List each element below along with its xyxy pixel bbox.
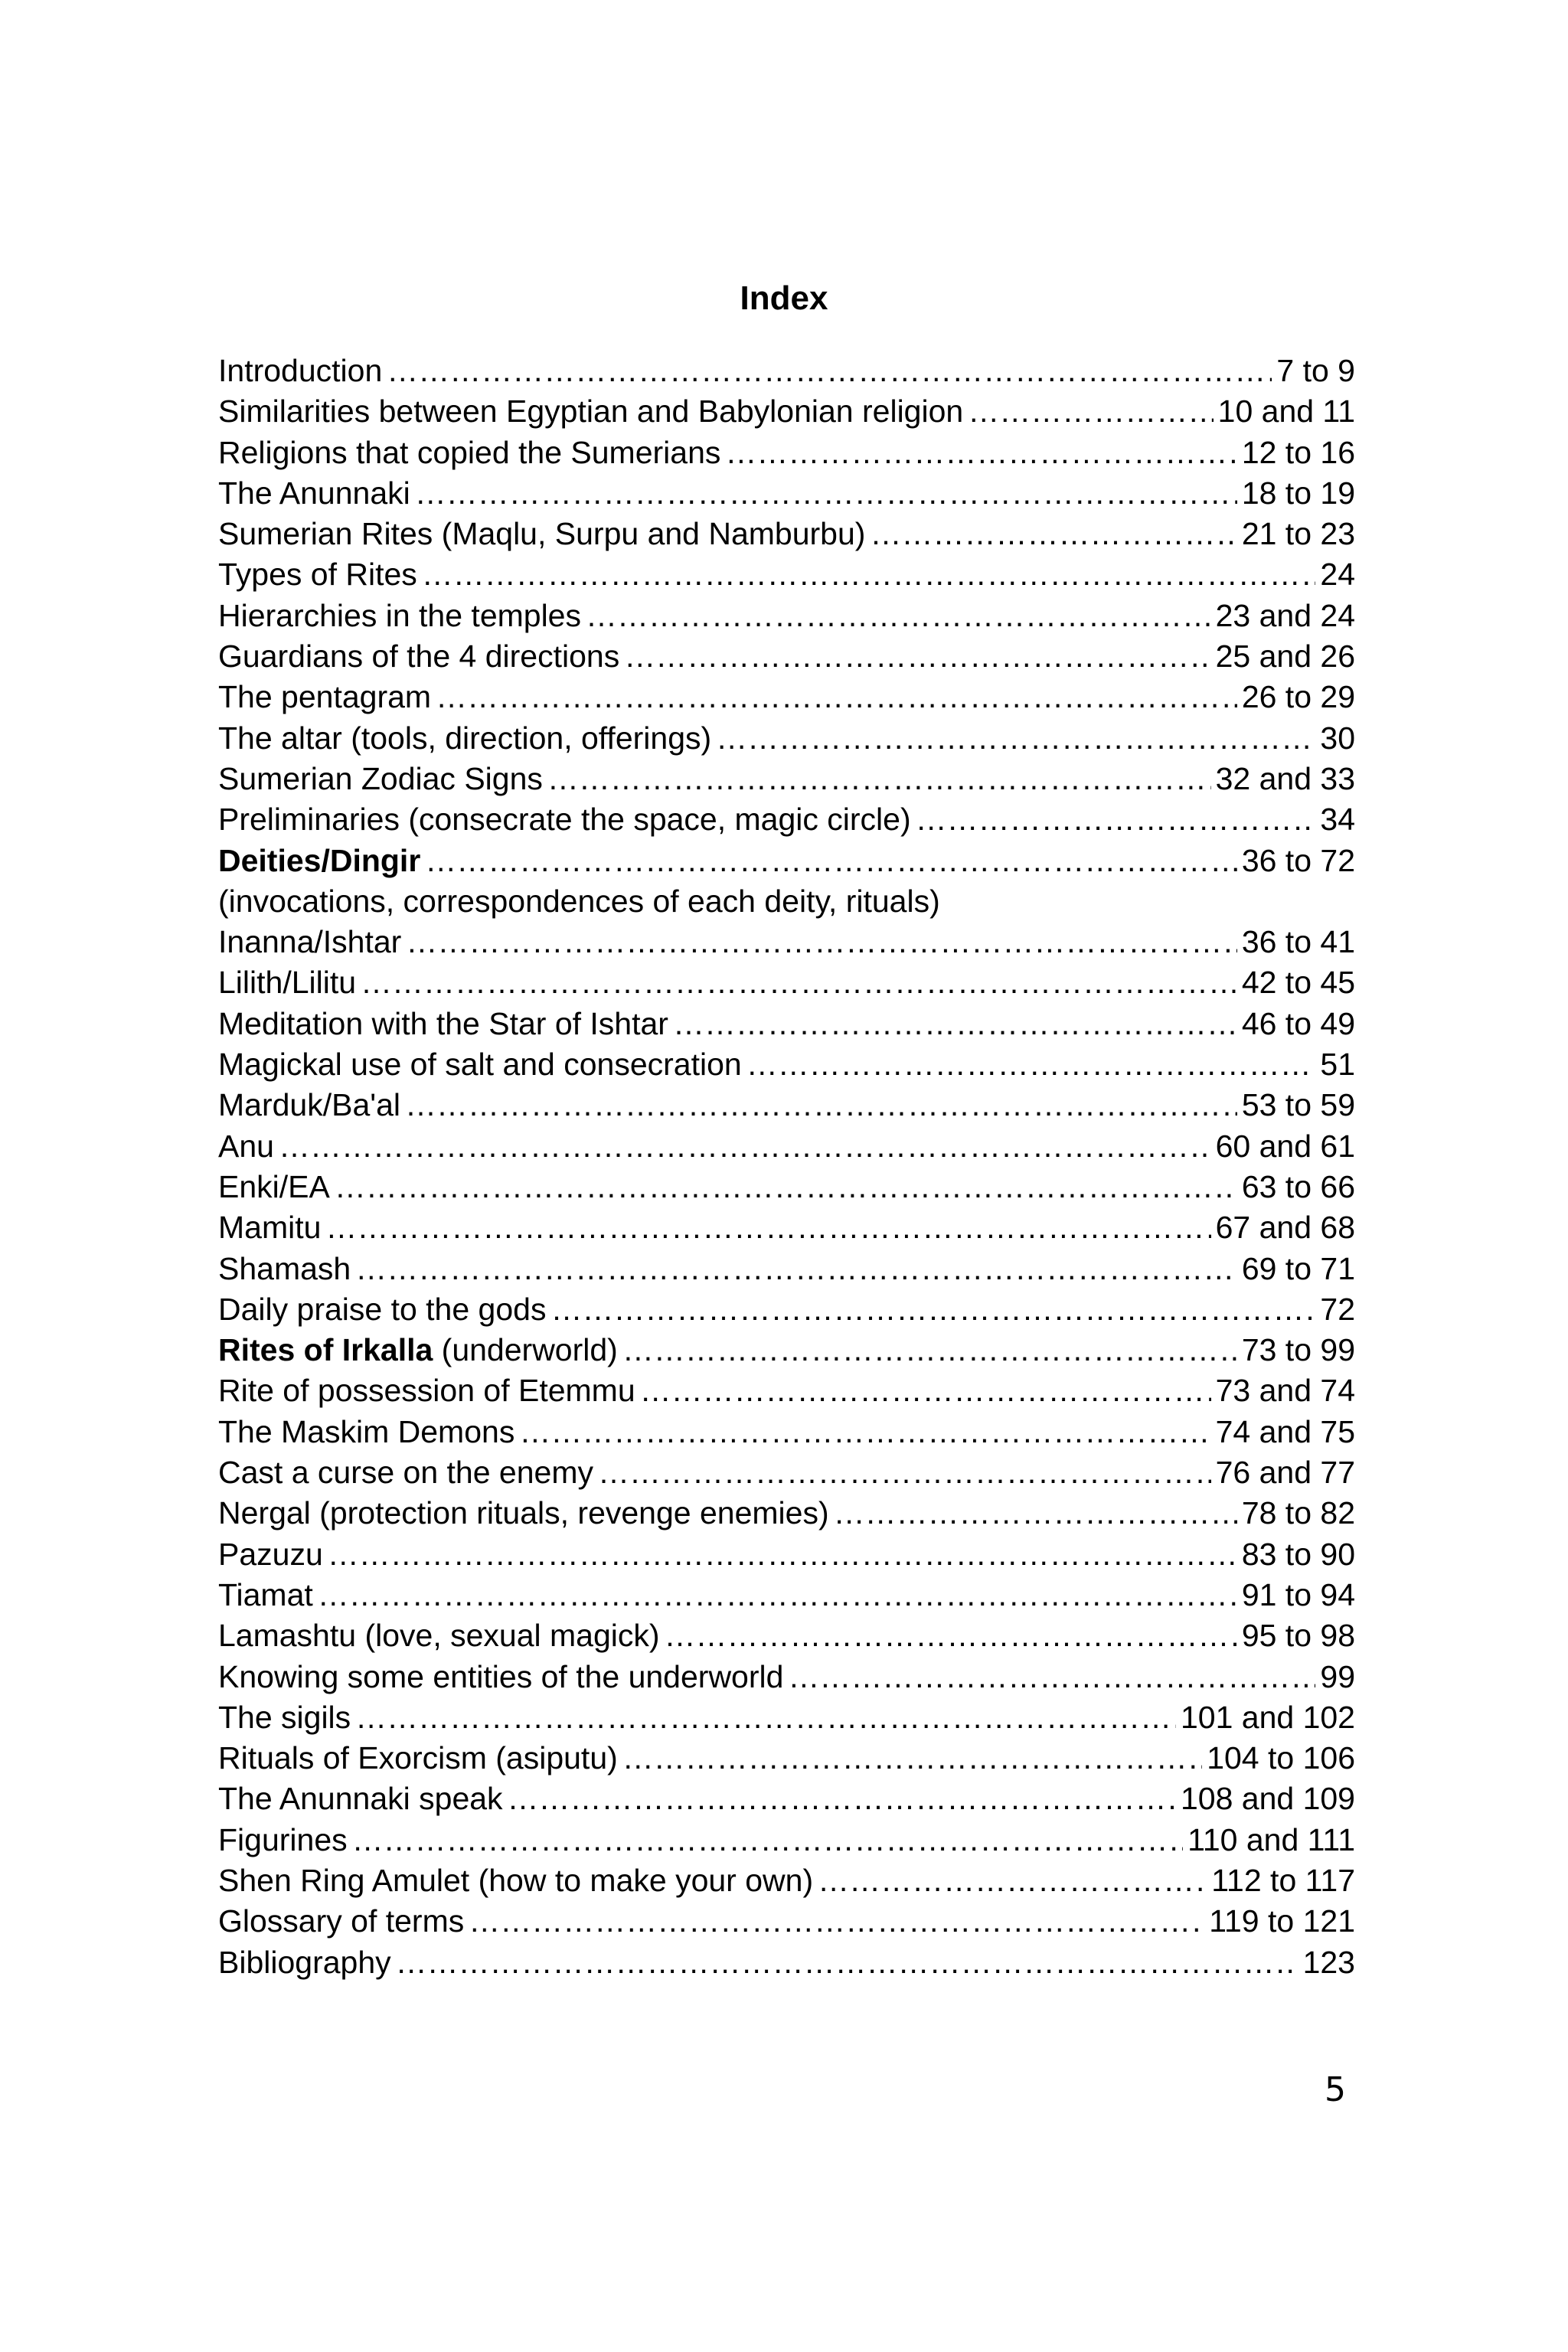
- index-entry: [218, 922, 1355, 962]
- index-entry: [218, 1249, 1355, 1289]
- index-entry-pages: 76 and 77: [1215, 1455, 1355, 1491]
- index-entry-label: Rituals of Exorcism (asiputu): [218, 1740, 618, 1776]
- index-entry-label: Preliminaries (consecrate the space, magic circle): [218, 802, 911, 838]
- dot-leader: [352, 1820, 1184, 1860]
- index-entry-pages: 83 to 90: [1241, 1536, 1355, 1572]
- index-entry-label: Glossary of terms: [218, 1903, 465, 1939]
- dot-leader: [361, 962, 1237, 1003]
- index-entry: [218, 1738, 1355, 1779]
- dot-leader: [624, 636, 1210, 677]
- dot-leader: [598, 1452, 1211, 1493]
- index-entry: [218, 1004, 1355, 1044]
- dot-leader: [355, 1697, 1176, 1738]
- index-entry-pages: 119 to 121: [1209, 1903, 1355, 1939]
- dot-leader: [405, 1085, 1237, 1125]
- index-entry: [218, 636, 1355, 677]
- index-entry-pages: 36 to 72: [1241, 842, 1355, 878]
- dot-leader: [279, 1126, 1211, 1167]
- index-entry-pages: 78 to 82: [1241, 1495, 1355, 1531]
- index-entry-pages: 112 to 117: [1211, 1862, 1355, 1898]
- dot-leader: [519, 1412, 1210, 1452]
- index-entry-label: Enki/EA: [218, 1168, 330, 1204]
- index-entry-label: Cast a curse on the enemy: [218, 1455, 593, 1491]
- index-entry: [218, 596, 1355, 636]
- index-entry-pages: 24: [1320, 557, 1355, 593]
- dot-leader: [508, 1779, 1176, 1819]
- index-entry-label: Anu: [218, 1128, 274, 1164]
- index-entry: [218, 1289, 1355, 1330]
- index-entry: [218, 1657, 1355, 1697]
- index-entry: [218, 391, 1355, 432]
- index-entry-pages: 46 to 49: [1241, 1005, 1355, 1041]
- index-entry: [218, 1820, 1355, 1860]
- index-entry-label: The altar (tools, direction, offerings): [218, 720, 712, 756]
- index-entry: [218, 473, 1355, 514]
- index-entry: [218, 1493, 1355, 1534]
- dot-leader: [725, 433, 1236, 473]
- index-entry: [218, 1207, 1355, 1248]
- index-entry-label: Inanna/Ishtar: [218, 924, 402, 960]
- index-entry-label: Guardians of the 4 directions: [218, 639, 620, 675]
- index-entry: [218, 841, 1355, 881]
- index-entry-label: Daily praise to the gods: [218, 1291, 547, 1327]
- dot-leader: [387, 351, 1272, 391]
- dot-leader: [746, 1044, 1316, 1085]
- index-entry: [218, 1126, 1355, 1167]
- page-title: Index: [740, 279, 828, 317]
- index-entry-pages: 10 and 11: [1217, 394, 1355, 430]
- dot-leader: [665, 1615, 1237, 1656]
- index-entry-label: Shamash: [218, 1250, 351, 1286]
- index-entry: [218, 554, 1355, 595]
- index-entry-pages: 67 and 68: [1215, 1210, 1355, 1246]
- index-entry-label-suffix: (underworld): [433, 1332, 618, 1368]
- index-entry-label: Pazuzu: [218, 1536, 323, 1572]
- dot-leader: [415, 473, 1237, 514]
- dot-leader: [425, 841, 1237, 881]
- index-entry: [218, 1412, 1355, 1452]
- index-entry-label: Hierarchies in the temples: [218, 597, 581, 633]
- index-entry: [218, 962, 1355, 1003]
- index-entry: [218, 759, 1355, 799]
- index-entry: [218, 1860, 1355, 1901]
- index-entry-pages: 73 and 74: [1215, 1373, 1355, 1409]
- index-entry: [218, 881, 1355, 922]
- index-entry-pages: 95 to 98: [1241, 1618, 1355, 1654]
- index-entry-pages: 63 to 66: [1241, 1168, 1355, 1204]
- dot-leader: [406, 922, 1236, 962]
- index-entry-label: Mamitu: [218, 1210, 322, 1246]
- dot-leader: [335, 1167, 1237, 1207]
- index-entry-label: Bibliography: [218, 1944, 391, 1980]
- index-entry-pages: 73 to 99: [1241, 1332, 1355, 1368]
- index-entry-pages: 23 and 24: [1215, 597, 1355, 633]
- index-entry-label: Types of Rites: [218, 557, 417, 593]
- index-entry: [218, 1615, 1355, 1656]
- dot-leader: [396, 1942, 1298, 1983]
- index-entry: [218, 433, 1355, 473]
- index-entry: [218, 1085, 1355, 1125]
- index-entry-label: Nergal (protection rituals, revenge enemies): [218, 1495, 829, 1531]
- index-entry-label: Marduk/Ba'al: [218, 1087, 400, 1123]
- dot-leader: [318, 1575, 1237, 1615]
- index-entry-label: Lilith/Lilitu: [218, 965, 357, 1001]
- page-number: 5: [1325, 2070, 1346, 2109]
- index-entry-label: Meditation with the Star of Ishtar: [218, 1005, 668, 1041]
- index-entry-pages: 74 and 75: [1215, 1413, 1355, 1449]
- dot-leader: [355, 1249, 1237, 1289]
- index-list: [218, 351, 1355, 1983]
- index-entry-label: Figurines: [218, 1821, 348, 1857]
- index-entry: [218, 1044, 1355, 1085]
- dot-leader: [436, 677, 1237, 717]
- index-entry-pages: 51: [1320, 1047, 1355, 1083]
- index-entry-pages: 72: [1320, 1291, 1355, 1327]
- index-entry: [218, 1697, 1355, 1738]
- index-entry-pages: 123: [1302, 1944, 1355, 1980]
- index-entry-label-bold: Rites of Irkalla: [218, 1332, 433, 1368]
- dot-leader: [870, 514, 1236, 554]
- dot-leader: [622, 1738, 1202, 1779]
- dot-leader: [325, 1207, 1210, 1248]
- dot-leader: [640, 1370, 1211, 1411]
- dot-leader: [968, 391, 1213, 432]
- index-entry-label: The Anunnaki speak: [218, 1781, 503, 1817]
- index-entry-pages: 21 to 23: [1241, 516, 1355, 552]
- index-entry-label: The pentagram: [218, 679, 432, 715]
- index-entry-label: The sigils: [218, 1699, 351, 1735]
- index-entry-pages: 99: [1320, 1658, 1355, 1694]
- dot-leader: [328, 1534, 1237, 1575]
- index-entry-pages: 42 to 45: [1241, 965, 1355, 1001]
- index-entry-label: The Maskim Demons: [218, 1413, 515, 1449]
- index-entry-label: Magickal use of salt and consecration: [218, 1047, 742, 1083]
- index-entry: [218, 1452, 1355, 1493]
- dot-leader: [550, 1289, 1315, 1330]
- index-entry-pages: 91 to 94: [1241, 1576, 1355, 1612]
- dot-leader: [716, 718, 1315, 759]
- index-entry-pages: 53 to 59: [1241, 1087, 1355, 1123]
- index-entry-label: Religions that copied the Sumerians: [218, 434, 721, 470]
- index-entry-label: Introduction: [218, 353, 383, 388]
- index-entry-pages: 110 and 111: [1187, 1821, 1355, 1857]
- index-entry-label: Similarities between Egyptian and Babylonian religion: [218, 394, 964, 430]
- dot-leader: [469, 1901, 1204, 1942]
- dot-leader: [422, 554, 1316, 595]
- index-entry-label: (invocations, correspondences of each deity, rituals): [218, 883, 940, 919]
- index-entry-pages: 30: [1320, 720, 1355, 756]
- index-entry: [218, 677, 1355, 717]
- index-entry-pages: 69 to 71: [1241, 1250, 1355, 1286]
- index-entry-label: Knowing some entities of the underworld: [218, 1658, 784, 1694]
- index-entry-pages: 36 to 41: [1241, 924, 1355, 960]
- index-entry-pages: 26 to 29: [1241, 679, 1355, 715]
- index-entry: [218, 1534, 1355, 1575]
- index-entry: [218, 1942, 1355, 1983]
- index-entry-label: Sumerian Rites (Maqlu, Surpu and Namburbu): [218, 516, 866, 552]
- dot-leader: [916, 799, 1316, 840]
- index-entry-label: Shen Ring Amulet (how to make your own): [218, 1862, 814, 1898]
- dot-leader: [818, 1860, 1207, 1901]
- dot-leader: [547, 759, 1211, 799]
- index-entry: [218, 1901, 1355, 1942]
- index-entry-pages: 104 to 106: [1207, 1740, 1355, 1776]
- index-entry: [218, 1167, 1355, 1207]
- index-entry: [218, 1330, 1355, 1370]
- index-entry-label: Sumerian Zodiac Signs: [218, 760, 543, 796]
- index-entry: [218, 1575, 1355, 1615]
- index-entry: [218, 1779, 1355, 1819]
- index-entry-pages: 18 to 19: [1241, 475, 1355, 511]
- index-entry-pages: 7 to 9: [1276, 353, 1355, 388]
- index-entry: [218, 514, 1355, 554]
- index-entry: [218, 718, 1355, 759]
- index-entry-label: Rite of possession of Etemmu: [218, 1373, 635, 1409]
- index-entry-label: Tiamat: [218, 1576, 313, 1612]
- index-entry-pages: 60 and 61: [1215, 1128, 1355, 1164]
- index-entry-pages: 34: [1320, 802, 1355, 838]
- index-entry-label: [218, 841, 420, 881]
- dot-leader: [673, 1004, 1237, 1044]
- index-entry-pages: 101 and 102: [1180, 1699, 1355, 1735]
- index-entry-label: The Anunnaki: [218, 475, 410, 511]
- index-entry-pages: 25 and 26: [1215, 639, 1355, 675]
- index-entry-pages: 32 and 33: [1215, 760, 1355, 796]
- index-entry: [218, 351, 1355, 391]
- index-entry: [218, 799, 1355, 840]
- dot-leader: [622, 1330, 1237, 1370]
- index-entry-label: Lamashtu (love, sexual magick): [218, 1618, 660, 1654]
- index-entry-pages: 12 to 16: [1241, 434, 1355, 470]
- index-entry-label-bold: Deities/Dingir: [218, 842, 421, 878]
- dot-leader: [586, 596, 1211, 636]
- dot-leader: [788, 1657, 1315, 1697]
- index-entry: [218, 1370, 1355, 1411]
- dot-leader: [834, 1493, 1237, 1534]
- index-entry-pages: 108 and 109: [1180, 1781, 1355, 1817]
- index-entry-label: [218, 1330, 618, 1370]
